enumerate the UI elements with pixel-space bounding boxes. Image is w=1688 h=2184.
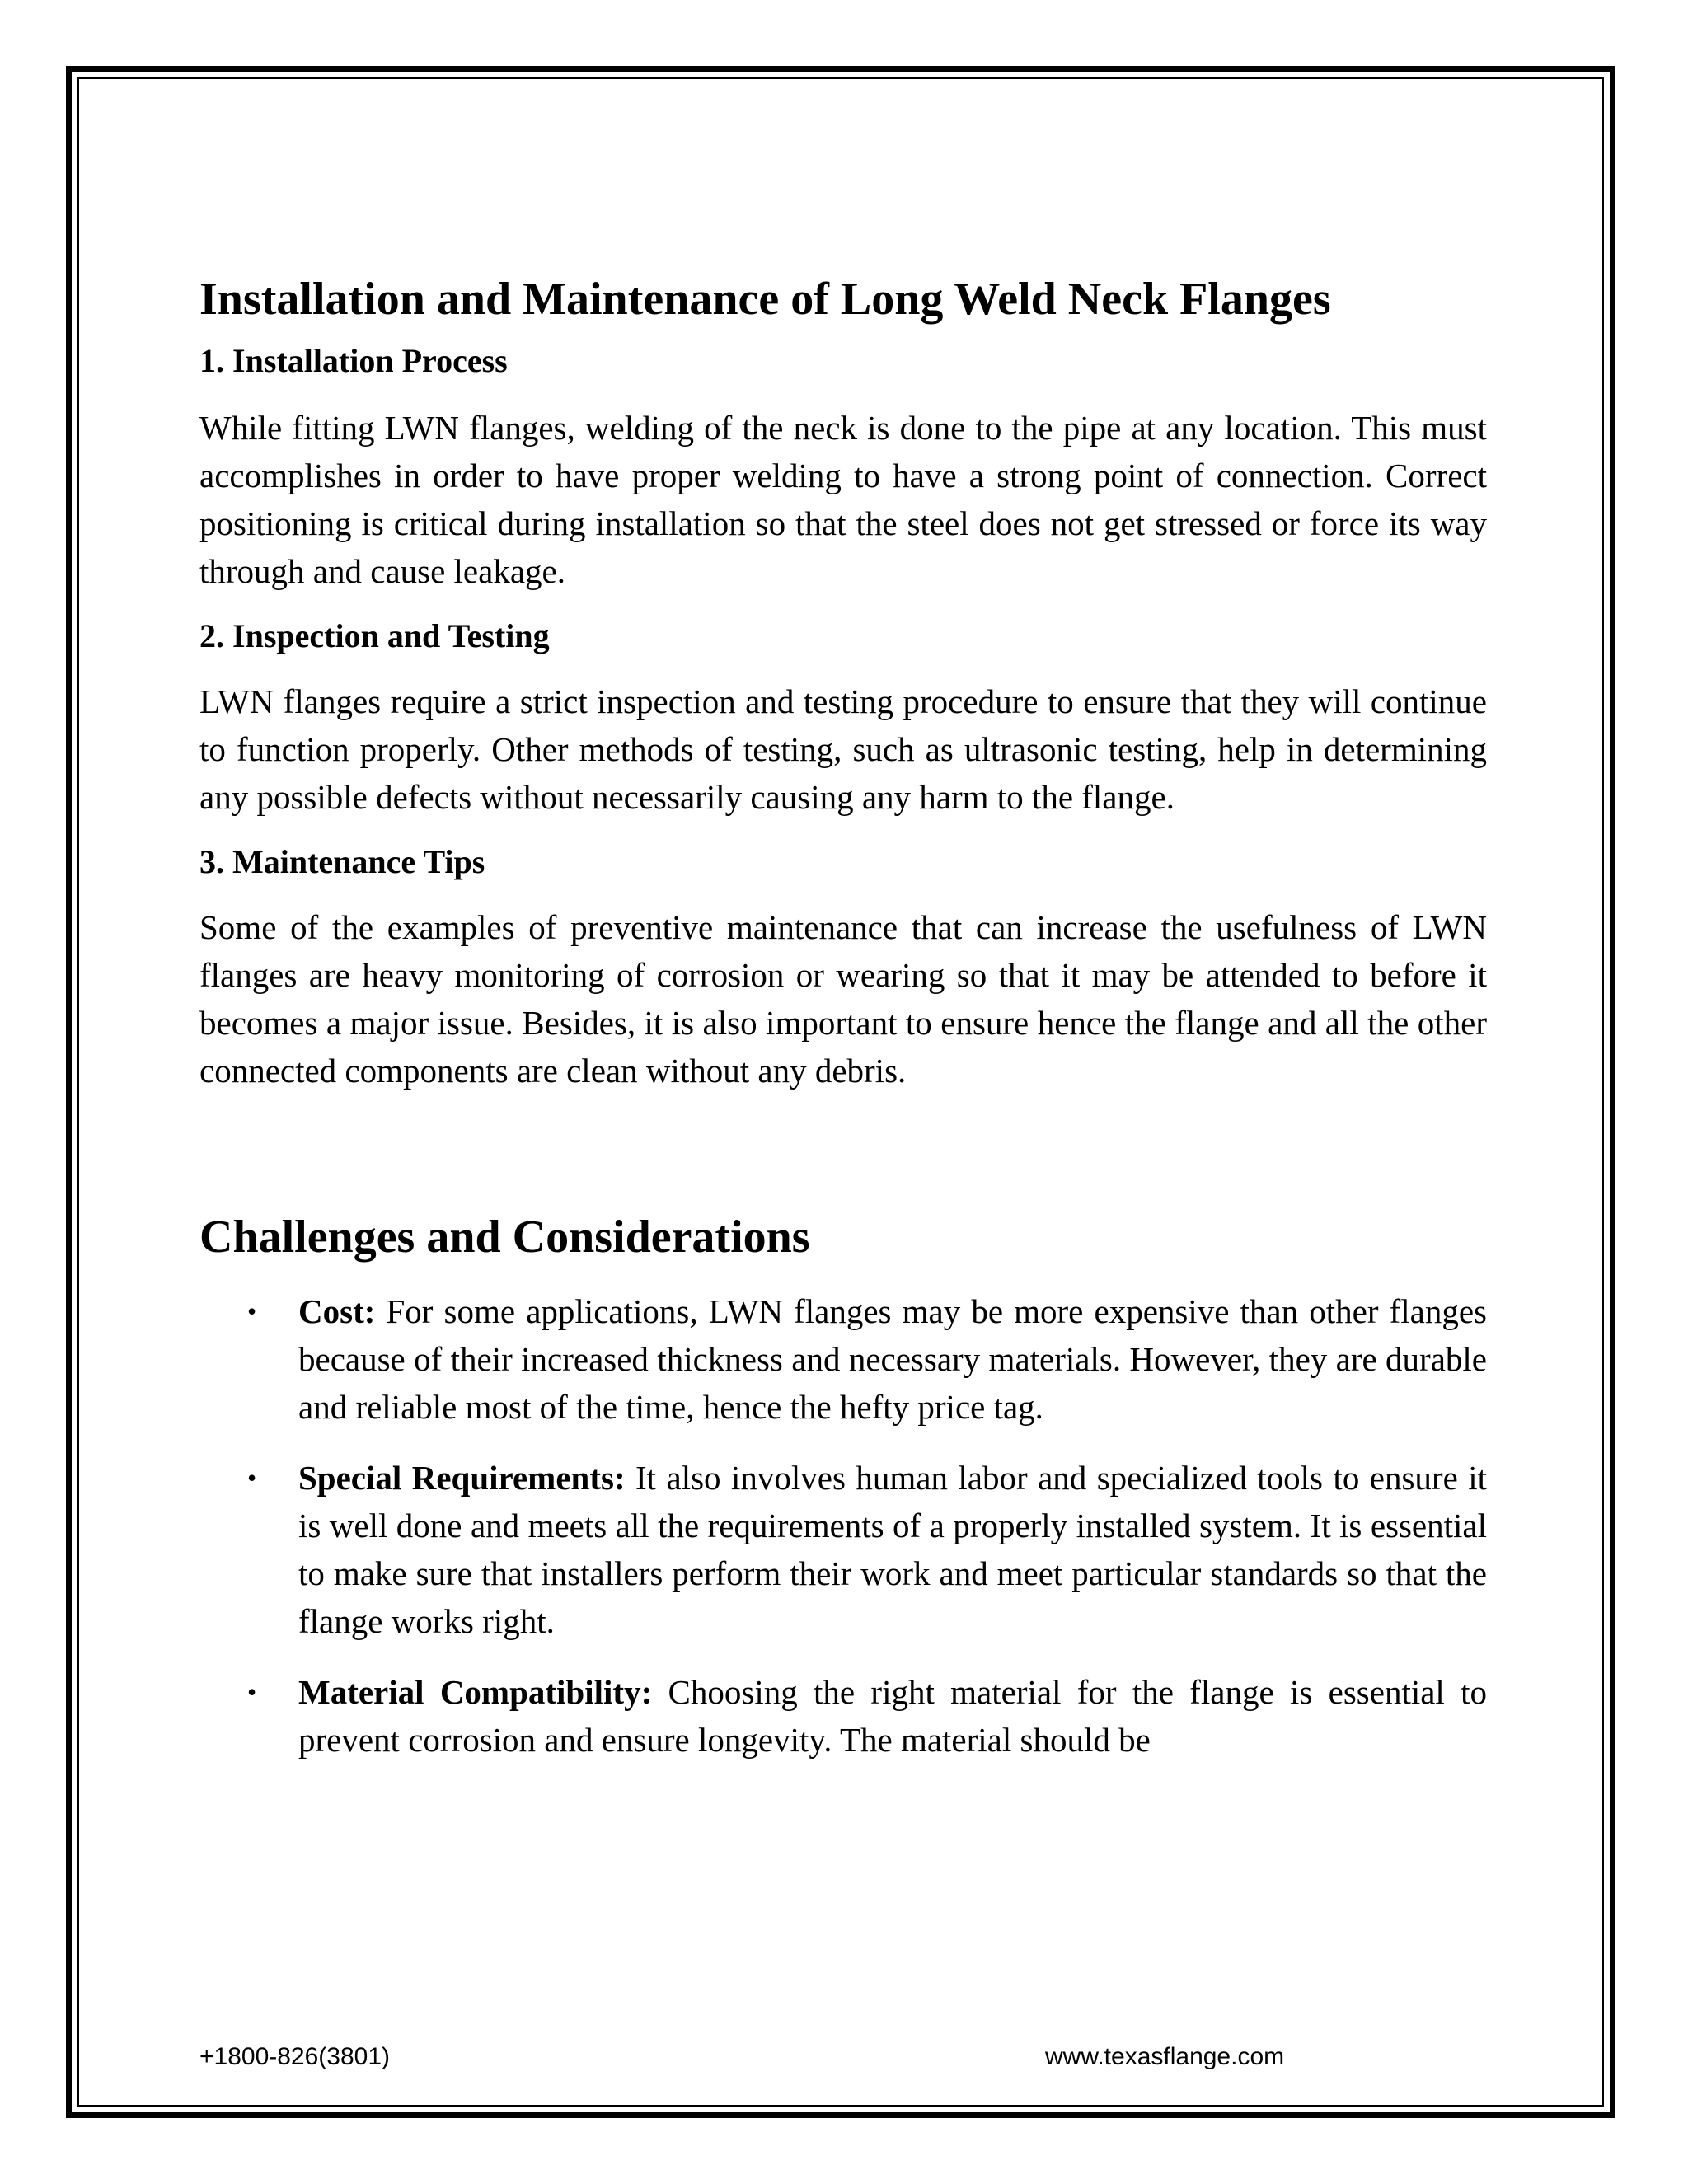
list-item-label: Material Compatibility: — [298, 1673, 653, 1711]
bullet-icon: • — [247, 1677, 257, 1707]
subheading-installation-process: 1. Installation Process — [199, 342, 508, 379]
bullet-icon: • — [247, 1463, 257, 1493]
list-item-text: Choosing the right material for the flange is essential to prevent corrosion and ensure longevity. The material should be — [298, 1673, 1488, 1759]
paragraph-installation-process: While fitting LWN flanges, welding of the neck is done to the pipe at any location. This must accomplishes in order to have proper welding to have a strong point of connection. Correct positioning is critical during installation so that the steel does not get stressed or force its way through and cause leakage. — [199, 409, 1487, 590]
list-item-cost — [199, 1287, 1487, 1431]
bullet-icon: • — [247, 1296, 257, 1326]
paragraph-inspection-testing: LWN flanges require a strict inspection and testing procedure to ensure that they will continue to function properly. Other methods of testing, such as ultrasonic testing, help in determining any possible defects without necessarily causing any harm to the flange. — [199, 682, 1487, 816]
list-item-material-compatibility — [199, 1668, 1487, 1764]
list-item-label: Cost: — [298, 1292, 376, 1330]
challenges-list — [199, 1287, 1487, 1764]
section-title-challenges: Challenges and Considerations — [199, 1212, 810, 1263]
paragraph-maintenance-tips: Some of the examples of preventive maintenance that can increase the usefulness of LWN flanges are heavy monitoring of corrosion or wearing so that it may be attended to before it becomes a major issue. Besides, it is also important to ensure hence the flange and all the other connected components are clean without any debris. — [199, 908, 1487, 1090]
list-item-text: For some applications, LWN flanges may be more expensive than other flanges because of their increased thickness and necessary materials. However, they are durable and reliable most of the time, hence the hefty price tag. — [298, 1292, 1487, 1426]
footer-website: www.texasflange.com — [1045, 2043, 1285, 2070]
subheading-maintenance-tips: 3. Maintenance Tips — [199, 843, 485, 880]
list-item-text: It also involves human labor and specialized tools to ensure it is well done and meets all the requirements of a properly installed system. It is essential to make sure that installers perform their work and meet particular standards so that the flange works right. — [298, 1459, 1487, 1640]
list-item-special-requirements — [199, 1454, 1487, 1645]
list-item-label: Special Requirements: — [298, 1459, 626, 1497]
section-title-installation: Installation and Maintenance of Long Weld Neck Flanges — [199, 274, 1331, 325]
page-content — [199, 262, 1487, 1787]
subheading-inspection-testing: 2. Inspection and Testing — [199, 617, 550, 654]
footer-phone: +1800-826(3801) — [199, 2043, 391, 2070]
